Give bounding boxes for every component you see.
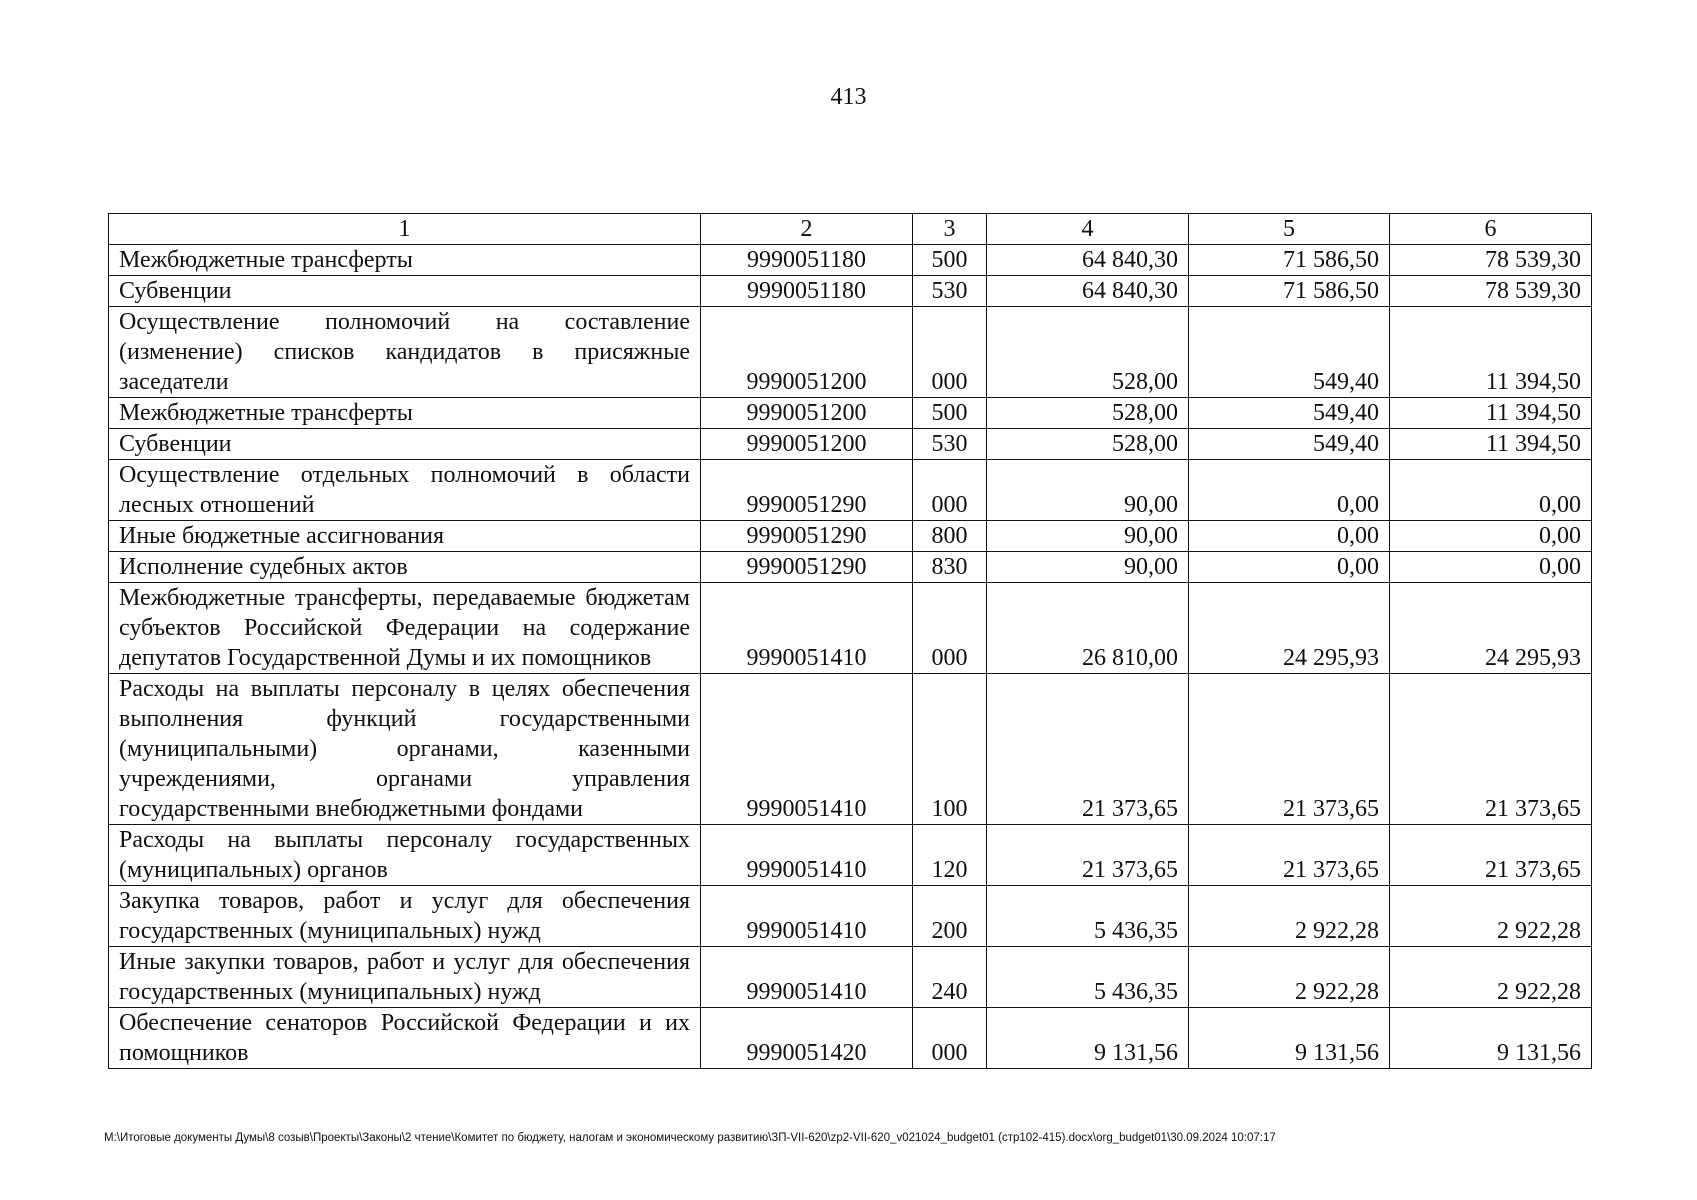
amount-year-2: 71 586,50 [1189, 245, 1390, 276]
amount-year-3: 0,00 [1390, 460, 1592, 521]
row-description: Межбюджетные трансферты [109, 398, 701, 429]
table-row [109, 245, 1592, 276]
target-article-code: 9990051180 [701, 276, 913, 307]
amount-year-3: 78 539,30 [1390, 276, 1592, 307]
row-description: Расходы на выплаты персоналу государственных (муниципальных) органов [109, 825, 701, 886]
amount-year-3: 11 394,50 [1390, 429, 1592, 460]
amount-year-1: 9 131,56 [987, 1008, 1189, 1069]
amount-year-3: 0,00 [1390, 552, 1592, 583]
amount-year-1: 5 436,35 [987, 947, 1189, 1008]
target-article-code: 9990051410 [701, 825, 913, 886]
table-row [109, 674, 1592, 825]
table-row [109, 552, 1592, 583]
amount-year-1: 21 373,65 [987, 674, 1189, 825]
target-article-code: 9990051180 [701, 245, 913, 276]
table-row [109, 429, 1592, 460]
target-article-code: 9990051410 [701, 674, 913, 825]
expense-type-code: 200 [913, 886, 987, 947]
amount-year-2: 0,00 [1189, 521, 1390, 552]
expense-type-code: 500 [913, 398, 987, 429]
row-description: Обеспечение сенаторов Российской Федерации и их помощников [109, 1008, 701, 1069]
amount-year-3: 78 539,30 [1390, 245, 1592, 276]
column-header: 5 [1189, 214, 1390, 245]
amount-year-1: 528,00 [987, 429, 1189, 460]
page-number: 413 [830, 84, 867, 110]
amount-year-2: 549,40 [1189, 429, 1390, 460]
row-description: Иные бюджетные ассигнования [109, 521, 701, 552]
table-row [109, 947, 1592, 1008]
amount-year-3: 2 922,28 [1390, 886, 1592, 947]
amount-year-2: 2 922,28 [1189, 947, 1390, 1008]
amount-year-2: 24 295,93 [1189, 583, 1390, 674]
expense-type-code: 530 [913, 276, 987, 307]
header-row [109, 214, 1592, 245]
expense-type-code: 240 [913, 947, 987, 1008]
table-row [109, 521, 1592, 552]
target-article-code: 9990051420 [701, 1008, 913, 1069]
column-header: 4 [987, 214, 1189, 245]
amount-year-3: 2 922,28 [1390, 947, 1592, 1008]
amount-year-2: 0,00 [1189, 460, 1390, 521]
amount-year-3: 24 295,93 [1390, 583, 1592, 674]
amount-year-1: 21 373,65 [987, 825, 1189, 886]
table-row [109, 398, 1592, 429]
table-row [109, 460, 1592, 521]
amount-year-1: 90,00 [987, 552, 1189, 583]
amount-year-2: 21 373,65 [1189, 825, 1390, 886]
amount-year-3: 21 373,65 [1390, 674, 1592, 825]
amount-year-1: 528,00 [987, 307, 1189, 398]
amount-year-1: 64 840,30 [987, 245, 1189, 276]
row-description: Межбюджетные трансферты [109, 245, 701, 276]
expense-type-code: 000 [913, 460, 987, 521]
expense-type-code: 000 [913, 307, 987, 398]
amount-year-1: 528,00 [987, 398, 1189, 429]
table-row [109, 583, 1592, 674]
row-description: Осуществление отдельных полномочий в области лесных отношений [109, 460, 701, 521]
table-row [109, 276, 1592, 307]
target-article-code: 9990051410 [701, 886, 913, 947]
amount-year-1: 26 810,00 [987, 583, 1189, 674]
target-article-code: 9990051200 [701, 307, 913, 398]
expense-type-code: 100 [913, 674, 987, 825]
column-header: 6 [1390, 214, 1592, 245]
table-row [109, 886, 1592, 947]
table-row [109, 307, 1592, 398]
row-description: Субвенции [109, 276, 701, 307]
target-article-code: 9990051290 [701, 460, 913, 521]
expense-type-code: 120 [913, 825, 987, 886]
target-article-code: 9990051200 [701, 429, 913, 460]
target-article-code: 9990051290 [701, 552, 913, 583]
amount-year-3: 11 394,50 [1390, 307, 1592, 398]
column-header: 1 [109, 214, 701, 245]
target-article-code: 9990051410 [701, 583, 913, 674]
expense-type-code: 000 [913, 1008, 987, 1069]
expense-type-code: 000 [913, 583, 987, 674]
expense-type-code: 530 [913, 429, 987, 460]
amount-year-1: 5 436,35 [987, 886, 1189, 947]
row-description: Субвенции [109, 429, 701, 460]
row-description: Межбюджетные трансферты, передаваемые бюджетам субъектов Российской Федерации на содержание депутатов Государственной Думы и их помощников [109, 583, 701, 674]
target-article-code: 9990051290 [701, 521, 913, 552]
table-row [109, 1008, 1592, 1069]
amount-year-2: 2 922,28 [1189, 886, 1390, 947]
amount-year-2: 21 373,65 [1189, 674, 1390, 825]
amount-year-2: 549,40 [1189, 398, 1390, 429]
amount-year-1: 64 840,30 [987, 276, 1189, 307]
column-header: 2 [701, 214, 913, 245]
amount-year-2: 9 131,56 [1189, 1008, 1390, 1069]
row-description: Иные закупки товаров, работ и услуг для обеспечения государственных (муниципальных) нужд [109, 947, 701, 1008]
amount-year-3: 0,00 [1390, 521, 1592, 552]
column-header: 3 [913, 214, 987, 245]
row-description: Закупка товаров, работ и услуг для обеспечения государственных (муниципальных) нужд [109, 886, 701, 947]
row-description: Исполнение судебных актов [109, 552, 701, 583]
amount-year-3: 9 131,56 [1390, 1008, 1592, 1069]
amount-year-2: 549,40 [1189, 307, 1390, 398]
target-article-code: 9990051200 [701, 398, 913, 429]
expense-type-code: 800 [913, 521, 987, 552]
row-description: Расходы на выплаты персоналу в целях обеспечения выполнения функций государственными (муниципальными) органами, казенными учреждениями, органами управления государственными внебюджетными фондами [109, 674, 701, 825]
amount-year-1: 90,00 [987, 521, 1189, 552]
amount-year-3: 11 394,50 [1390, 398, 1592, 429]
row-description: Осуществление полномочий на составление (изменение) списков кандидатов в присяжные заседатели [109, 307, 701, 398]
budget-table [108, 213, 1592, 1069]
expense-type-code: 830 [913, 552, 987, 583]
expense-type-code: 500 [913, 245, 987, 276]
amount-year-2: 71 586,50 [1189, 276, 1390, 307]
file-path-footer: M:\Итоговые документы Думы\8 созыв\Проекты\Законы\2 чтение\Комитет по бюджету, налогам и экономическому развитию\ЗП-VII-620\zp2-VII-620_v021024_budget01 (стр102-415).docx\org_budget01\30.09.2024 10:07:17 [104, 1132, 1276, 1144]
amount-year-2: 0,00 [1189, 552, 1390, 583]
table-row [109, 825, 1592, 886]
target-article-code: 9990051410 [701, 947, 913, 1008]
amount-year-1: 90,00 [987, 460, 1189, 521]
amount-year-3: 21 373,65 [1390, 825, 1592, 886]
